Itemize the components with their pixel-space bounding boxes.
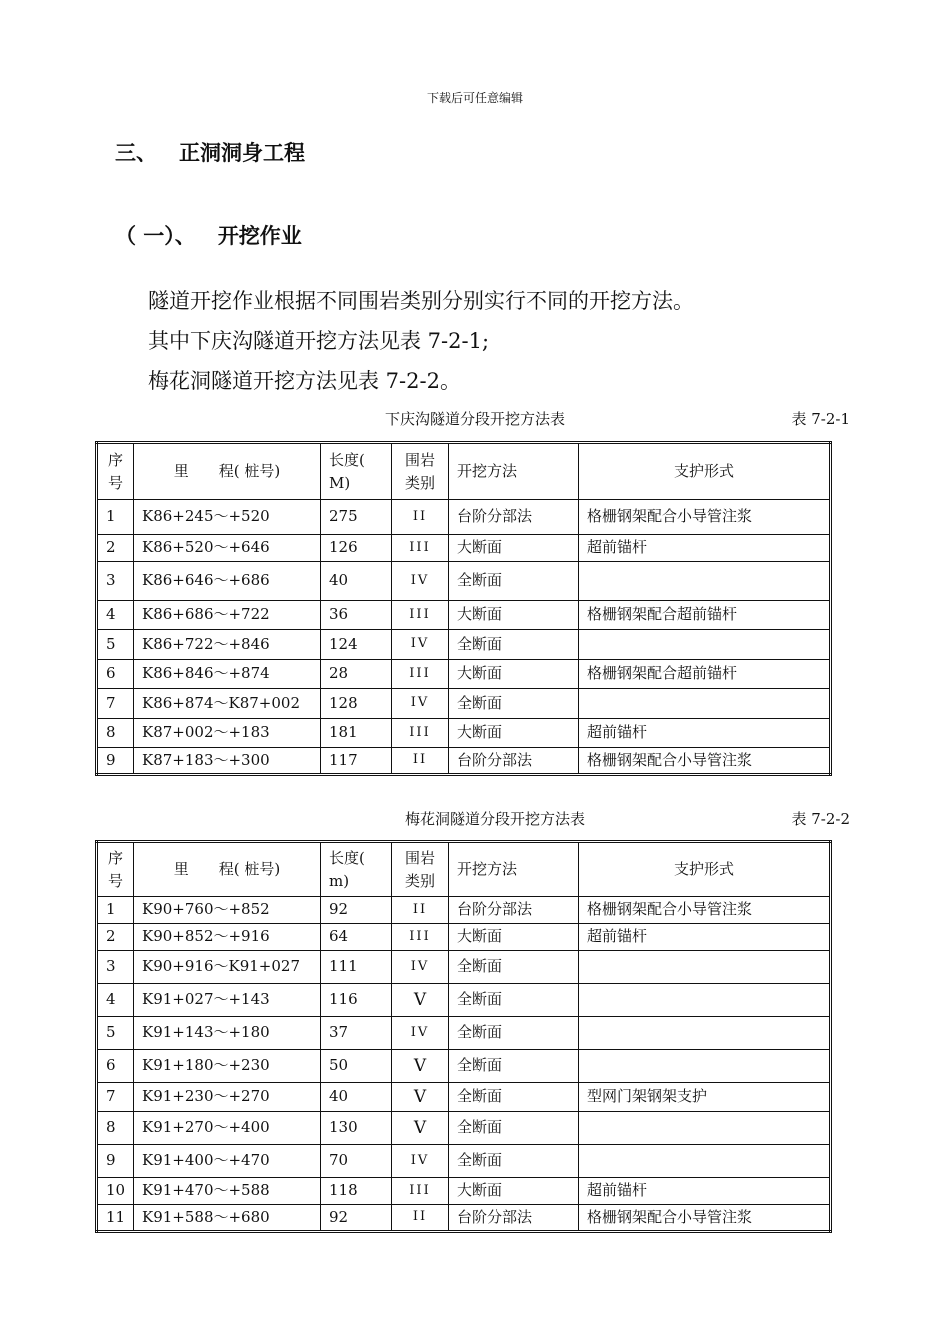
header-length-label: 长度( m) bbox=[329, 849, 365, 890]
section-heading bbox=[115, 137, 305, 167]
cell-length: 70 bbox=[321, 1145, 392, 1178]
cell-length: 28 bbox=[321, 660, 392, 689]
cell-mileage: K91+400～+470 bbox=[134, 1145, 321, 1178]
cell-mileage: K86+846～+874 bbox=[134, 660, 321, 689]
cell-support: 超前锚杆 bbox=[579, 924, 831, 951]
table-row bbox=[97, 1017, 831, 1050]
cell-grade: V bbox=[392, 1083, 449, 1112]
header-mileage: 里 程( 桩号) bbox=[134, 443, 321, 500]
table1 bbox=[95, 441, 832, 776]
table-row bbox=[97, 984, 831, 1017]
header-seq-label: 序号 bbox=[107, 451, 123, 492]
cell-length: 40 bbox=[321, 1083, 392, 1112]
cell-length: 275 bbox=[321, 500, 392, 535]
cell-mileage: K86+245～+520 bbox=[134, 500, 321, 535]
table-row bbox=[97, 500, 831, 535]
table-row bbox=[97, 630, 831, 660]
table-row bbox=[97, 1112, 831, 1145]
cell-support bbox=[579, 1112, 831, 1145]
cell-seq: 4 bbox=[97, 601, 134, 630]
cell-length: 37 bbox=[321, 1017, 392, 1050]
cell-method: 台阶分部法 bbox=[449, 897, 579, 924]
cell-grade: II bbox=[392, 500, 449, 535]
cell-support: 超前锚杆 bbox=[579, 719, 831, 748]
cell-support: 格栅钢架配合超前锚杆 bbox=[579, 601, 831, 630]
header-seq-label: 序号 bbox=[107, 849, 123, 890]
cell-grade: IV bbox=[392, 630, 449, 660]
cell-method: 全断面 bbox=[449, 1112, 579, 1145]
subsection-number: （ 一）、 bbox=[115, 224, 196, 248]
table-row bbox=[97, 924, 831, 951]
cell-grade: II bbox=[392, 1205, 449, 1232]
cell-grade: III bbox=[392, 601, 449, 630]
cell-method: 全断面 bbox=[449, 689, 579, 719]
header-seq bbox=[97, 842, 134, 897]
cell-grade: III bbox=[392, 719, 449, 748]
cell-support: 超前锚杆 bbox=[579, 535, 831, 562]
cell-method: 大断面 bbox=[449, 660, 579, 689]
cell-method: 全断面 bbox=[449, 1050, 579, 1083]
cell-length: 64 bbox=[321, 924, 392, 951]
table-row bbox=[97, 1205, 831, 1232]
table-row bbox=[97, 748, 831, 775]
header-seq bbox=[97, 443, 134, 500]
cell-seq: 11 bbox=[97, 1205, 134, 1232]
cell-length: 92 bbox=[321, 1205, 392, 1232]
table-row bbox=[97, 719, 831, 748]
cell-grade: IV bbox=[392, 689, 449, 719]
cell-seq: 9 bbox=[97, 748, 134, 775]
cell-seq: 6 bbox=[97, 660, 134, 689]
table-row bbox=[97, 897, 831, 924]
cell-grade: III bbox=[392, 924, 449, 951]
cell-method: 全断面 bbox=[449, 1083, 579, 1112]
cell-mileage: K91+270～+400 bbox=[134, 1112, 321, 1145]
cell-support bbox=[579, 1145, 831, 1178]
table2-body bbox=[97, 897, 831, 1232]
table-row bbox=[97, 689, 831, 719]
cell-mileage: K90+760～+852 bbox=[134, 897, 321, 924]
cell-mileage: K86+646～+686 bbox=[134, 562, 321, 601]
cell-method: 台阶分部法 bbox=[449, 500, 579, 535]
cell-method: 全断面 bbox=[449, 1017, 579, 1050]
cell-seq: 4 bbox=[97, 984, 134, 1017]
cell-mileage: K91+143～+180 bbox=[134, 1017, 321, 1050]
header-grade-label: 围岩类别 bbox=[404, 451, 435, 492]
cell-seq: 10 bbox=[97, 1178, 134, 1205]
cell-seq: 7 bbox=[97, 689, 134, 719]
header-length bbox=[321, 842, 392, 897]
cell-grade: IV bbox=[392, 951, 449, 984]
header-grade bbox=[392, 842, 449, 897]
header-method: 开挖方法 bbox=[449, 842, 579, 897]
cell-method: 台阶分部法 bbox=[449, 748, 579, 775]
table-row bbox=[97, 562, 831, 601]
cell-seq: 9 bbox=[97, 1145, 134, 1178]
paragraph-2: 其中下庆沟隧道开挖方法见表 7-2-1; bbox=[148, 329, 490, 353]
paragraph-3: 梅花洞隧道开挖方法见表 7-2-2。 bbox=[148, 369, 461, 393]
subsection-heading bbox=[115, 220, 302, 250]
cell-seq: 2 bbox=[97, 535, 134, 562]
cell-seq: 5 bbox=[97, 630, 134, 660]
header-support: 支护形式 bbox=[579, 842, 831, 897]
cell-seq: 3 bbox=[97, 562, 134, 601]
cell-mileage: K86+686～+722 bbox=[134, 601, 321, 630]
cell-grade: III bbox=[392, 535, 449, 562]
cell-support bbox=[579, 689, 831, 719]
cell-support bbox=[579, 951, 831, 984]
header-length-label: 长度( M) bbox=[329, 451, 365, 492]
cell-length: 181 bbox=[321, 719, 392, 748]
cell-grade: III bbox=[392, 660, 449, 689]
table-row bbox=[97, 1178, 831, 1205]
section-title: 正洞洞身工程 bbox=[179, 141, 305, 165]
cell-seq: 1 bbox=[97, 500, 134, 535]
subsection-title: 开挖作业 bbox=[217, 224, 302, 248]
cell-grade: V bbox=[392, 1112, 449, 1145]
cell-grade: III bbox=[392, 1178, 449, 1205]
cell-mileage: K86+520～+646 bbox=[134, 535, 321, 562]
cell-mileage: K91+180～+230 bbox=[134, 1050, 321, 1083]
cell-length: 126 bbox=[321, 535, 392, 562]
cell-mileage: K86+874～K87+002 bbox=[134, 689, 321, 719]
cell-grade: IV bbox=[392, 1017, 449, 1050]
table-row bbox=[97, 535, 831, 562]
cell-support bbox=[579, 1050, 831, 1083]
cell-seq: 3 bbox=[97, 951, 134, 984]
cell-method: 全断面 bbox=[449, 984, 579, 1017]
table2 bbox=[95, 840, 832, 1233]
cell-grade: II bbox=[392, 897, 449, 924]
cell-mileage: K91+027～+143 bbox=[134, 984, 321, 1017]
cell-length: 36 bbox=[321, 601, 392, 630]
header-length bbox=[321, 443, 392, 500]
cell-length: 128 bbox=[321, 689, 392, 719]
cell-length: 116 bbox=[321, 984, 392, 1017]
cell-method: 大断面 bbox=[449, 1178, 579, 1205]
table2-number: 表 7-2-2 bbox=[791, 810, 850, 828]
cell-support: 格栅钢架配合超前锚杆 bbox=[579, 660, 831, 689]
cell-grade: IV bbox=[392, 562, 449, 601]
cell-support: 格栅钢架配合小导管注浆 bbox=[579, 897, 831, 924]
cell-support bbox=[579, 562, 831, 601]
cell-support bbox=[579, 630, 831, 660]
cell-length: 130 bbox=[321, 1112, 392, 1145]
cell-method: 全断面 bbox=[449, 951, 579, 984]
cell-length: 124 bbox=[321, 630, 392, 660]
cell-length: 111 bbox=[321, 951, 392, 984]
table-row bbox=[97, 1145, 831, 1178]
cell-mileage: K91+588～+680 bbox=[134, 1205, 321, 1232]
header-note: 下载后可任意编辑 bbox=[426, 91, 523, 105]
table-row bbox=[97, 1050, 831, 1083]
cell-length: 40 bbox=[321, 562, 392, 601]
paragraph-1: 隧道开挖作业根据不同围岩类别分别实行不同的开挖方法。 bbox=[148, 289, 694, 313]
table-row bbox=[97, 1083, 831, 1112]
cell-grade: II bbox=[392, 748, 449, 775]
cell-seq: 1 bbox=[97, 897, 134, 924]
cell-mileage: K91+230～+270 bbox=[134, 1083, 321, 1112]
cell-mileage: K91+470～+588 bbox=[134, 1178, 321, 1205]
cell-mileage: K86+722～+846 bbox=[134, 630, 321, 660]
cell-seq: 6 bbox=[97, 1050, 134, 1083]
table2-header-row bbox=[97, 842, 831, 897]
cell-method: 大断面 bbox=[449, 601, 579, 630]
table-row bbox=[97, 601, 831, 630]
cell-seq: 2 bbox=[97, 924, 134, 951]
cell-method: 全断面 bbox=[449, 630, 579, 660]
cell-grade: V bbox=[392, 1050, 449, 1083]
cell-method: 全断面 bbox=[449, 562, 579, 601]
cell-method: 大断面 bbox=[449, 924, 579, 951]
table1-number: 表 7-2-1 bbox=[791, 410, 850, 428]
cell-method: 大断面 bbox=[449, 535, 579, 562]
cell-support: 型网门架钢架支护 bbox=[579, 1083, 831, 1112]
header-support: 支护形式 bbox=[579, 443, 831, 500]
cell-method: 台阶分部法 bbox=[449, 1205, 579, 1232]
table2-title: 梅花洞隧道分段开挖方法表 bbox=[404, 810, 585, 828]
header-mileage: 里 程( 桩号) bbox=[134, 842, 321, 897]
table-row bbox=[97, 951, 831, 984]
section-number: 三、 bbox=[115, 141, 157, 165]
cell-mileage: K90+852～+916 bbox=[134, 924, 321, 951]
cell-length: 92 bbox=[321, 897, 392, 924]
cell-length: 117 bbox=[321, 748, 392, 775]
cell-mileage: K87+183～+300 bbox=[134, 748, 321, 775]
cell-grade: V bbox=[392, 984, 449, 1017]
cell-seq: 7 bbox=[97, 1083, 134, 1112]
cell-length: 50 bbox=[321, 1050, 392, 1083]
cell-support bbox=[579, 984, 831, 1017]
cell-seq: 5 bbox=[97, 1017, 134, 1050]
cell-support bbox=[579, 1017, 831, 1050]
header-grade bbox=[392, 443, 449, 500]
cell-seq: 8 bbox=[97, 719, 134, 748]
table1-title: 下庆沟隧道分段开挖方法表 bbox=[384, 410, 565, 428]
cell-mileage: K87+002～+183 bbox=[134, 719, 321, 748]
table-row bbox=[97, 660, 831, 689]
cell-support: 格栅钢架配合小导管注浆 bbox=[579, 748, 831, 775]
header-method: 开挖方法 bbox=[449, 443, 579, 500]
cell-length: 118 bbox=[321, 1178, 392, 1205]
cell-grade: IV bbox=[392, 1145, 449, 1178]
cell-method: 全断面 bbox=[449, 1145, 579, 1178]
cell-mileage: K90+916～K91+027 bbox=[134, 951, 321, 984]
cell-support: 格栅钢架配合小导管注浆 bbox=[579, 1205, 831, 1232]
table1-header-row bbox=[97, 443, 831, 500]
cell-support: 格栅钢架配合小导管注浆 bbox=[579, 500, 831, 535]
header-grade-label: 围岩类别 bbox=[404, 849, 435, 890]
cell-method: 大断面 bbox=[449, 719, 579, 748]
cell-seq: 8 bbox=[97, 1112, 134, 1145]
table1-body bbox=[97, 500, 831, 775]
cell-support: 超前锚杆 bbox=[579, 1178, 831, 1205]
